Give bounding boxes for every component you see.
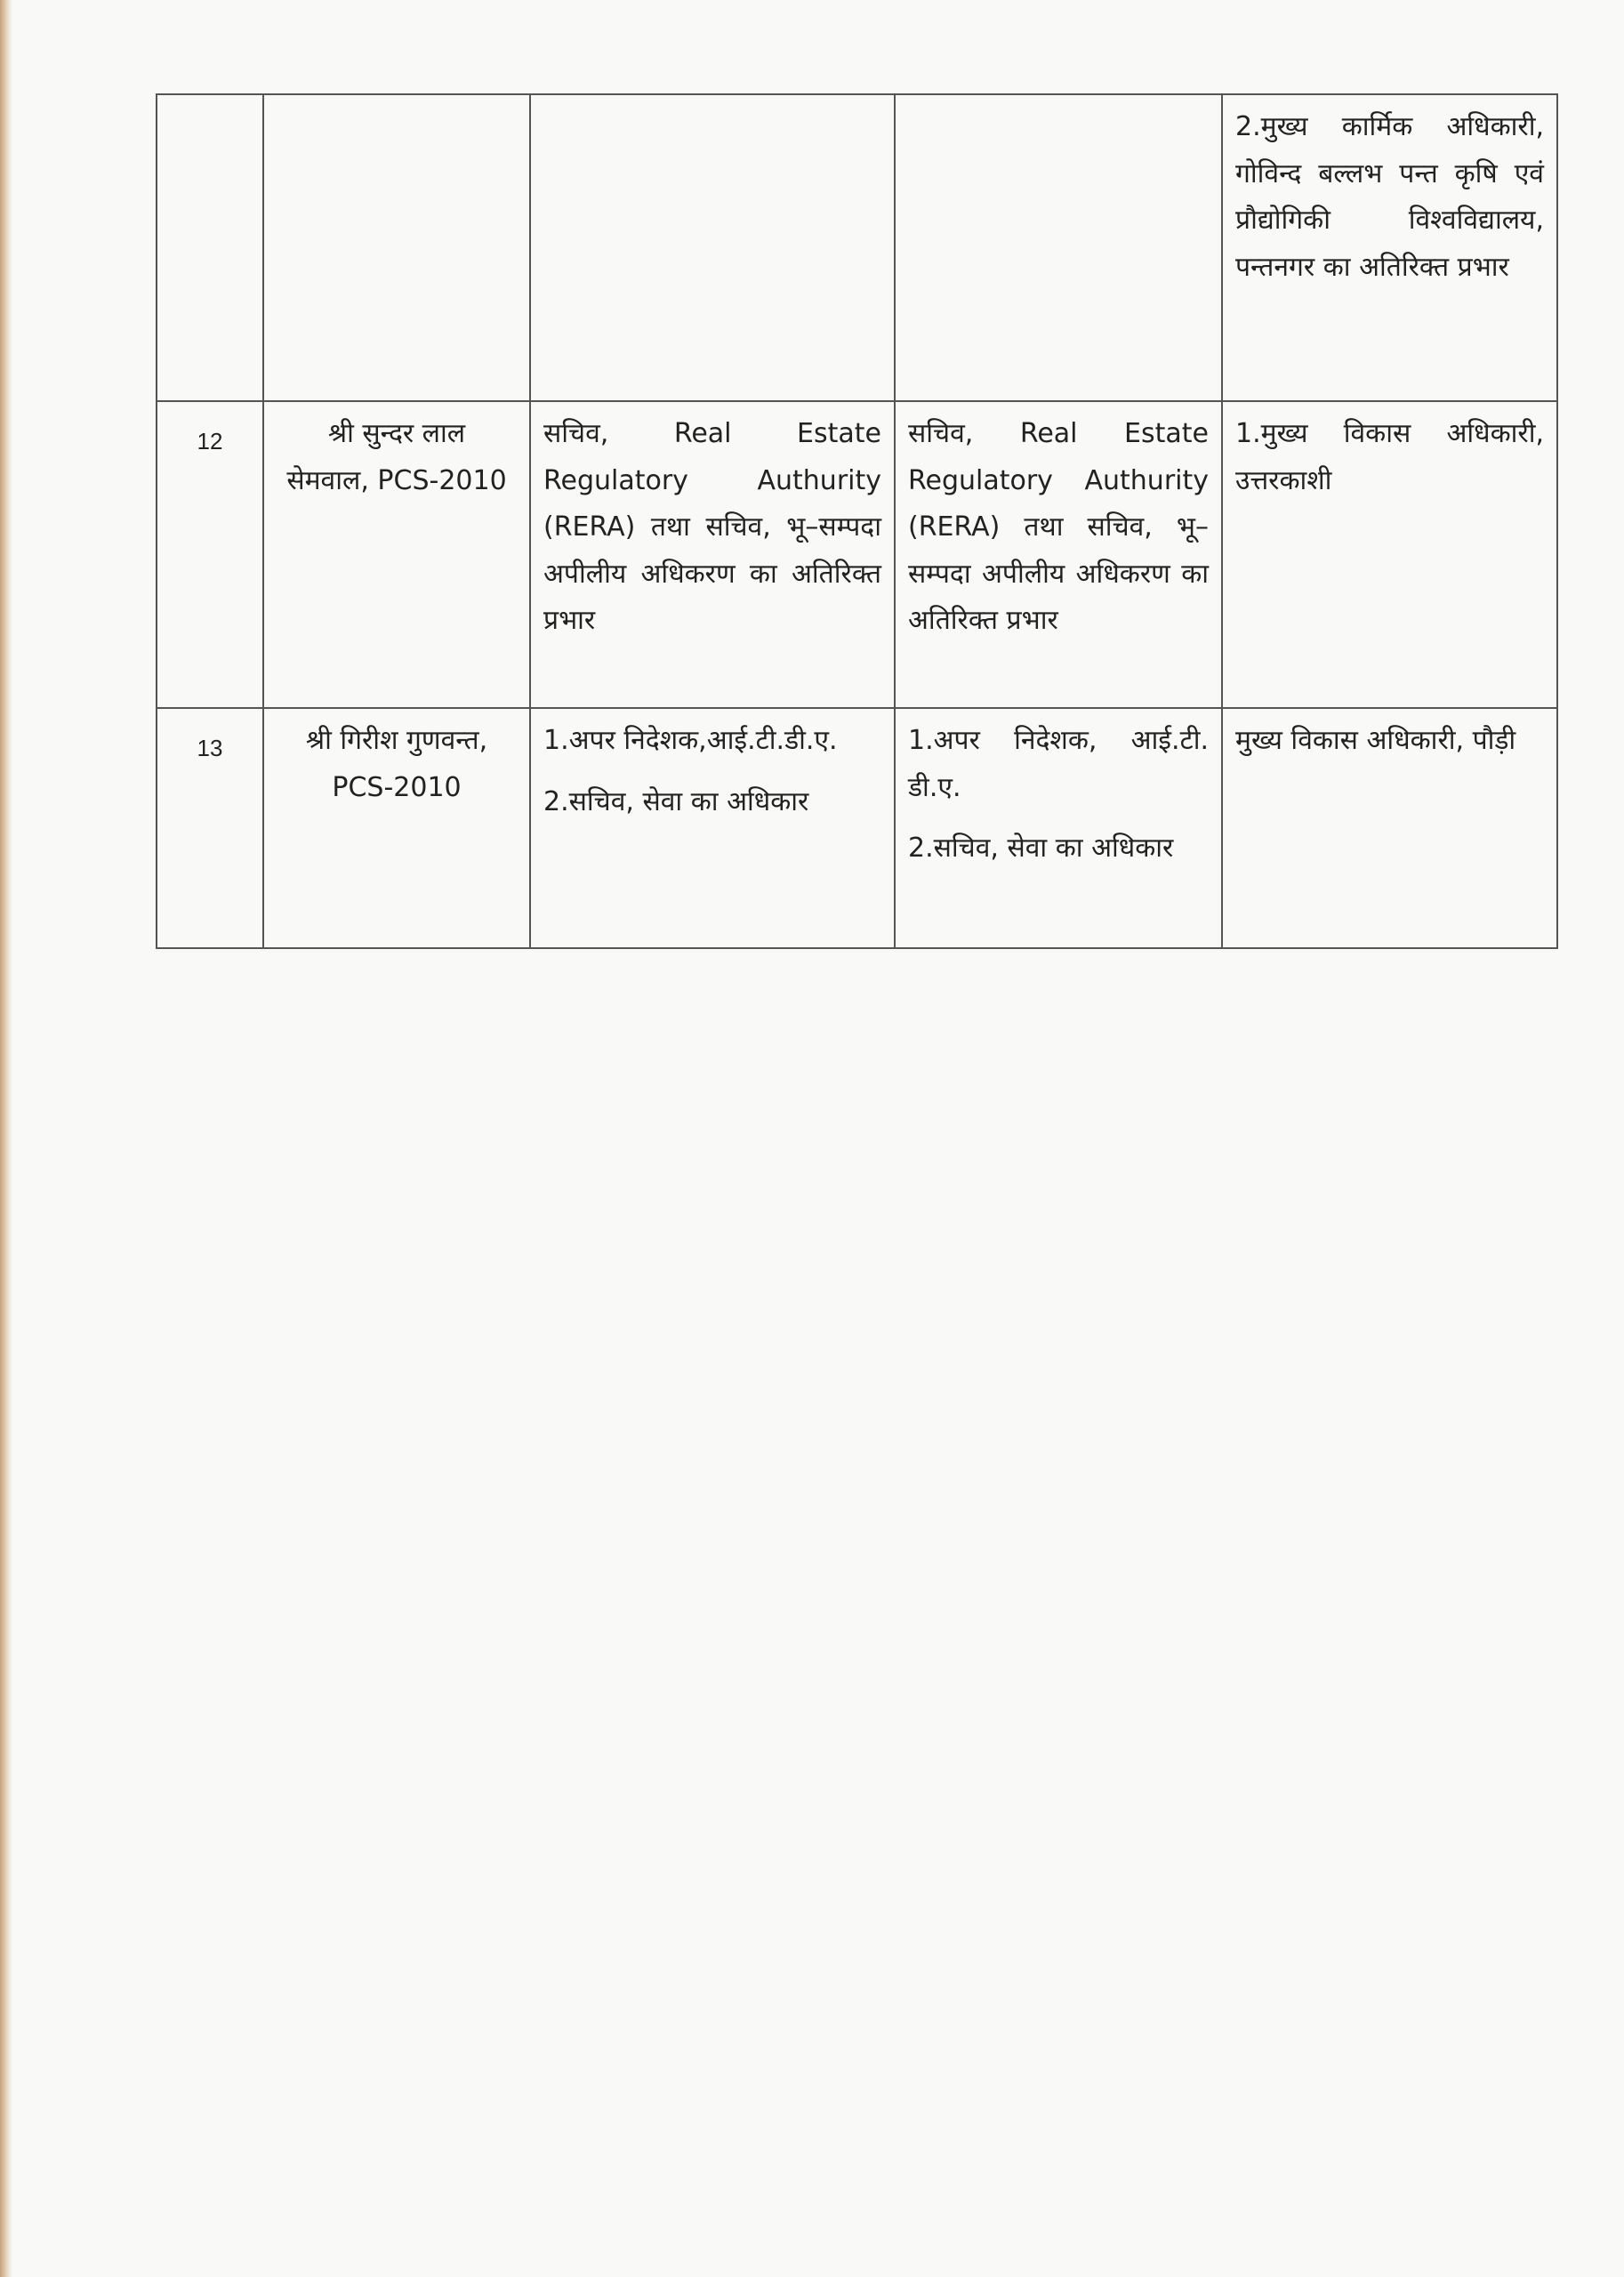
retained-post-item: 2.सचिव, सेवा का अधिकार (908, 833, 1174, 864)
officer-name: श्री सुन्दर लाल (327, 418, 466, 449)
page-edge-shadow (0, 0, 12, 2277)
table-row (157, 401, 1557, 708)
item-spacer (543, 765, 881, 779)
new-post-item: 2.मुख्य कार्मिक अधिकारी, गोविन्द बल्लभ पन्त कृषि एवं प्रौद्योगिकी विश्वविद्यालय, पन्तनगर का अतिरिक्त प्रभार (1235, 111, 1544, 283)
officer-name-cell (263, 708, 530, 948)
retained-post-item: सचिव, Real Estate Regulatory Authurity (RERA) तथा सचिव, भू–सम्पदा अपीलीय अधिकरण का अतिरिक्त प्रभार (908, 418, 1209, 636)
current-post-item: 2.सचिव, सेवा का अधिकार (543, 785, 809, 817)
officer-posting-table (156, 93, 1558, 949)
new-post-cell (1222, 401, 1557, 708)
current-post-cell (530, 401, 895, 708)
officer-cadre: सेमवाल, PCS-2010 (286, 464, 507, 496)
current-post-cell (530, 708, 895, 948)
current-post-item: 1.अपर निदेशक,आई.टी.डी.ए. (543, 725, 838, 756)
new-post-item: 1.मुख्य विकास अधिकारी, उत्तरकाशी (1235, 418, 1544, 496)
serial-number-cell (157, 94, 263, 401)
serial-number: 12 (197, 428, 223, 455)
new-post-item: मुख्य विकास अधिकारी, पौड़ी (1235, 725, 1516, 756)
new-post-cell (1222, 94, 1557, 401)
officer-name: श्री गिरीश गुणवन्त, (305, 725, 488, 756)
officer-cadre: PCS-2010 (332, 771, 462, 803)
retained-post-cell (895, 401, 1222, 708)
retained-post-cell (895, 94, 1222, 401)
serial-number-cell (157, 708, 263, 948)
item-spacer (908, 811, 1209, 825)
retained-post-cell (895, 708, 1222, 948)
retained-post-item: 1.अपर निदेशक, आई.टी. डी.ए. (908, 725, 1209, 803)
serial-number-cell (157, 401, 263, 708)
officer-name-cell (263, 401, 530, 708)
table-row (157, 94, 1557, 401)
table-row (157, 708, 1557, 948)
current-post-cell (530, 94, 895, 401)
new-post-cell (1222, 708, 1557, 948)
current-post-item: सचिव, Real Estate Regulatory Authurity (RERA) तथा सचिव, भू–सम्पदा अपीलीय अधिकरण का अतिरिक्त प्रभार (543, 418, 881, 636)
officer-name-cell (263, 94, 530, 401)
serial-number: 13 (197, 735, 223, 761)
